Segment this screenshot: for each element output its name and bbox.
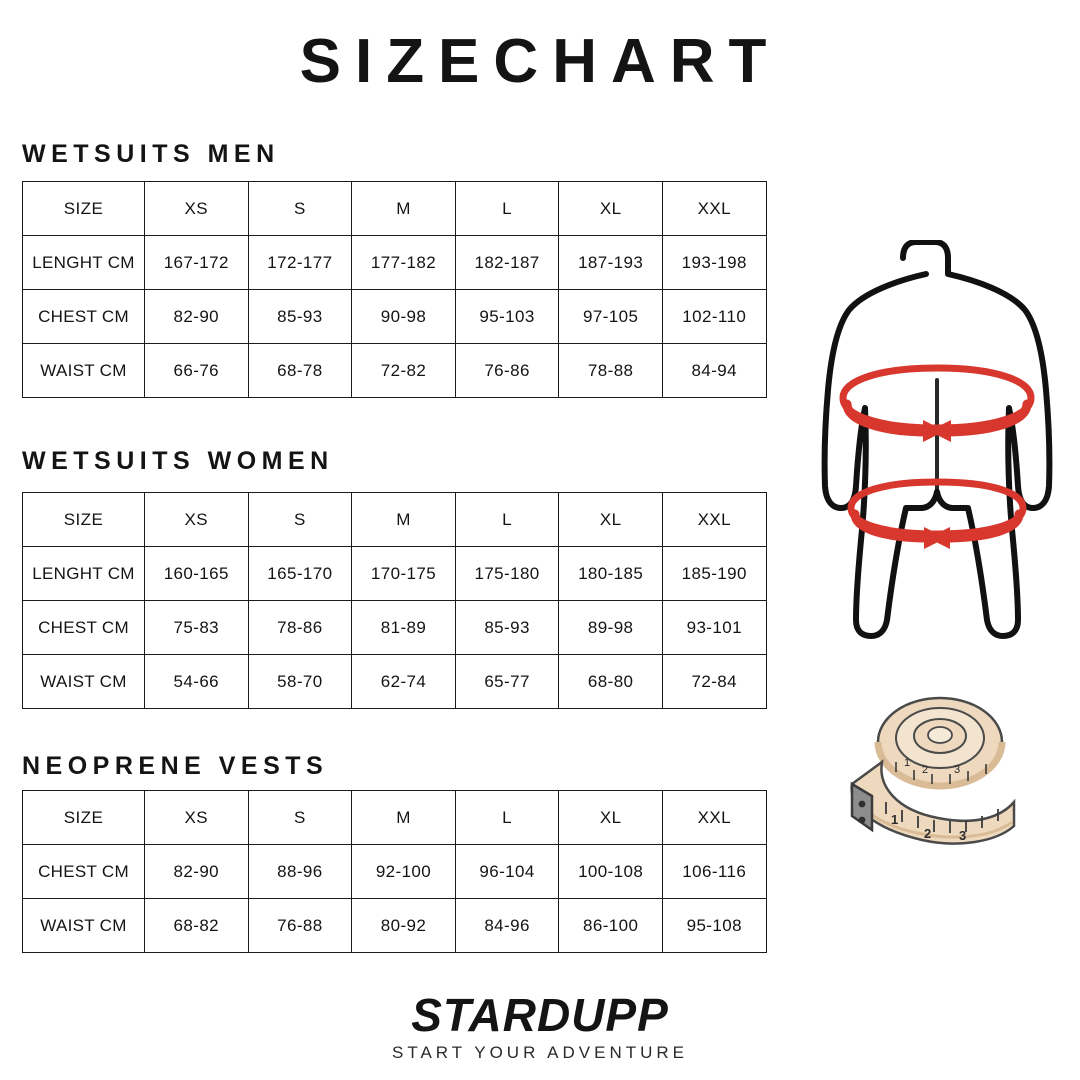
table-row [23,547,767,601]
table-cell: 86-100 [559,899,663,953]
size-table-men [22,181,767,398]
table-row [23,601,767,655]
table-cell: 66-76 [145,344,249,398]
table-cell: 85-93 [248,290,352,344]
column-header: SIZE [23,182,145,236]
table-cell: 78-88 [559,344,663,398]
table-cell: 84-96 [455,899,559,953]
table-cell: 95-103 [455,290,559,344]
table-cell: 72-84 [662,655,766,709]
table-header-row [23,493,767,547]
table-cell: 68-80 [559,655,663,709]
table-cell: 82-90 [145,290,249,344]
column-header: M [352,791,456,845]
row-label: WAIST CM [23,655,145,709]
table-cell: 185-190 [662,547,766,601]
column-header: XS [145,182,249,236]
table-cell: 62-74 [352,655,456,709]
table-header-row [23,182,767,236]
table-cell: 81-89 [352,601,456,655]
table-cell: 75-83 [145,601,249,655]
row-label: LENGHT CM [23,547,145,601]
tape-tick-label: 1 [904,757,911,769]
table-cell: 180-185 [559,547,663,601]
table-cell: 65-77 [455,655,559,709]
table-cell: 90-98 [352,290,456,344]
table-row [23,899,767,953]
size-table-vests [22,790,767,953]
column-header: XXL [662,791,766,845]
tape-measure-svg [818,690,1053,860]
table-header-row [23,791,767,845]
table-cell: 170-175 [352,547,456,601]
row-label: CHEST CM [23,601,145,655]
table-row [23,655,767,709]
table-cell: 58-70 [248,655,352,709]
column-header: M [352,493,456,547]
table-cell: 97-105 [559,290,663,344]
table-row [23,236,767,290]
column-header: XL [559,493,663,547]
table-cell: 102-110 [662,290,766,344]
column-header: XS [145,493,249,547]
table-cell: 68-82 [145,899,249,953]
row-label: CHEST CM [23,290,145,344]
table-cell: 68-78 [248,344,352,398]
table-cell: 54-66 [145,655,249,709]
torso-svg [785,240,1075,640]
table-cell: 160-165 [145,547,249,601]
row-label: WAIST CM [23,899,145,953]
column-header: XL [559,791,663,845]
table-cell: 89-98 [559,601,663,655]
tape-tick-label: 2 [924,826,932,841]
size-table-women [22,492,767,709]
table-cell: 93-101 [662,601,766,655]
table-cell: 177-182 [352,236,456,290]
table-cell: 167-172 [145,236,249,290]
table-cell: 80-92 [352,899,456,953]
column-header: SIZE [23,791,145,845]
column-header: S [248,493,352,547]
brand-logo-text: STARDUPP [411,989,669,1041]
table-cell: 82-90 [145,845,249,899]
table-cell: 106-116 [662,845,766,899]
table-cell: 193-198 [662,236,766,290]
section-heading-vests: NEOPRENE VESTS [22,752,329,780]
table-row [23,344,767,398]
column-header: M [352,182,456,236]
column-header: XXL [662,182,766,236]
male-torso-measure-illustration [785,240,1075,640]
tape-tick-label: 3 [959,828,967,843]
table-cell: 182-187 [455,236,559,290]
column-header: L [455,182,559,236]
table-row [23,290,767,344]
brand-tagline: START YOUR ADVENTURE [391,1043,688,1062]
table-cell: 88-96 [248,845,352,899]
tape-tick-label: 3 [954,764,961,776]
table-cell: 172-177 [248,236,352,290]
table-cell: 85-93 [455,601,559,655]
column-header: XXL [662,493,766,547]
section-heading-women: WETSUITS WOMEN [22,447,334,475]
table-cell: 96-104 [455,845,559,899]
table-cell: 76-88 [248,899,352,953]
table-cell: 92-100 [352,845,456,899]
row-label: LENGHT CM [23,236,145,290]
column-header: L [455,493,559,547]
column-header: XL [559,182,663,236]
table-cell: 84-94 [662,344,766,398]
tape-tick-label: 1 [891,812,899,827]
column-header: S [248,182,352,236]
column-header: SIZE [23,493,145,547]
table-cell: 72-82 [352,344,456,398]
tape-tick-label: 2 [922,764,929,776]
table-cell: 175-180 [455,547,559,601]
page-title: SIZECHART [299,27,781,96]
column-header: L [455,791,559,845]
table-cell: 78-86 [248,601,352,655]
table-cell: 187-193 [559,236,663,290]
row-label: WAIST CM [23,344,145,398]
table-cell: 76-86 [455,344,559,398]
section-heading-men: WETSUITS MEN [22,140,280,168]
column-header: XS [145,791,249,845]
row-label: CHEST CM [23,845,145,899]
table-row [23,845,767,899]
table-cell: 165-170 [248,547,352,601]
tape-measure-illustration [818,690,1053,860]
table-cell: 95-108 [662,899,766,953]
column-header: S [248,791,352,845]
table-cell: 100-108 [559,845,663,899]
